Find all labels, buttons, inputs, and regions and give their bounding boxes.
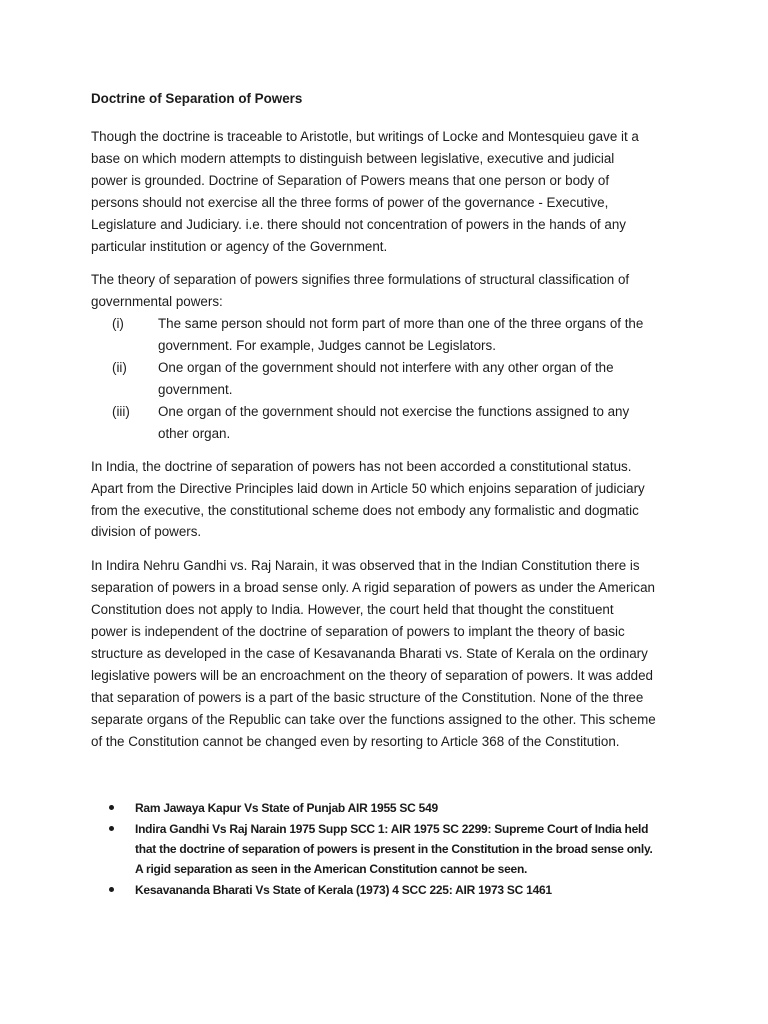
text-line: Though the doctrine is traceable to Aristotle, but writings of Locke and Montesquieu gave it a: [91, 129, 639, 144]
formulations-list: [91, 313, 687, 444]
paragraph-india-status: [91, 456, 687, 544]
text-line: persons should not exercise all the three forms of power of the governance - Executive,: [91, 194, 609, 210]
text-line: division of powers.: [91, 524, 202, 540]
text-line: separation of powers in a broad sense only. A rigid separation of powers as under the American: [91, 580, 655, 596]
text-line: Constitution does not apply to India. However, the court held that thought the constituent: [91, 602, 614, 618]
list-number: (iii): [112, 403, 130, 419]
text-line: base on which modern attempts to distinguish between legislative, executive and judicial: [91, 150, 615, 166]
text-line: One organ of the government should not exercise the functions assigned to any: [158, 403, 630, 419]
text-line: Kesavananda Bharati Vs State of Kerala (1973) 4 SCC 225: AIR 1973 SC 1461: [135, 883, 552, 898]
text-line: from the executive, the constitutional scheme does not embody any formalistic and dogmatic: [91, 502, 639, 518]
text-line: separate organs of the Republic can take over the functions assigned to the other. This scheme: [91, 711, 656, 727]
document-title: Doctrine of Separation of Powers: [91, 91, 303, 106]
paragraph-formulations-intro: [91, 269, 687, 313]
list-item: [91, 313, 687, 357]
list-item: [91, 880, 687, 900]
text-line: In Indira Nehru Gandhi vs. Raj Narain, it was observed that in the Indian Constitution there is: [91, 558, 640, 574]
text-line: A rigid separation as seen in the American Constitution cannot be seen.: [135, 862, 528, 877]
paragraph-intro: [91, 126, 687, 257]
text-line: In India, the doctrine of separation of powers has not been accorded a constitutional status.: [91, 458, 632, 474]
text-line: Indira Gandhi Vs Raj Narain 1975 Supp SCC 1: AIR 1975 SC 2299: Supreme Court of India held: [135, 822, 649, 837]
list-number: (i): [112, 316, 124, 332]
bullet-icon: [109, 826, 114, 831]
text-line: The theory of separation of powers signifies three formulations of structural classification of: [91, 272, 630, 288]
text-line: that separation of powers is a part of the basic structure of the Constitution. None of the three: [91, 689, 644, 705]
list-item: [91, 357, 687, 401]
text-line: that the doctrine of separation of powers is present in the Constitution in the broad sense only.: [135, 842, 653, 857]
text-line: power is independent of the doctrine of separation of powers to implant the theory of basic: [91, 624, 625, 640]
list-item: [91, 401, 687, 445]
bullet-icon: [109, 887, 114, 892]
document-page: [91, 88, 687, 900]
text-line: The same person should not form part of more than one of the three organs of the: [158, 316, 644, 332]
text-line: Apart from the Directive Principles laid down in Article 50 which enjoins separation of judiciary: [91, 480, 645, 496]
bullet-icon: [109, 805, 114, 810]
case-list: [91, 798, 687, 900]
text-line: government. For example, Judges cannot be Legislators.: [158, 338, 496, 354]
list-item: [91, 819, 687, 879]
text-line: government.: [158, 381, 233, 397]
text-line: One organ of the government should not interfere with any other organ of the: [158, 360, 614, 376]
list-item: [91, 798, 687, 818]
list-number: (ii): [112, 360, 127, 376]
text-line: Legislature and Judiciary. i.e. there should not concentration of powers in the hands of any: [91, 216, 626, 232]
text-line: legislative powers will be an encroachment on the theory of separation of powers. It was added: [91, 667, 653, 683]
text-line: particular institution or agency of the Government.: [91, 238, 388, 254]
text-line: Ram Jawaya Kapur Vs State of Punjab AIR 1955 SC 549: [135, 801, 438, 816]
paragraph-indira-gandhi-case: [91, 555, 687, 752]
text-line: other organ.: [158, 425, 231, 441]
text-line: structure as developed in the case of Kesavananda Bharati vs. State of Kerala on the ordinary: [91, 645, 648, 661]
text-line: power is grounded. Doctrine of Separation of Powers means that one person or body of: [91, 172, 610, 188]
text-line: governmental powers:: [91, 294, 223, 310]
text-line: of the Constitution cannot be changed even by resorting to Article 368 of the Constitution.: [91, 733, 620, 749]
